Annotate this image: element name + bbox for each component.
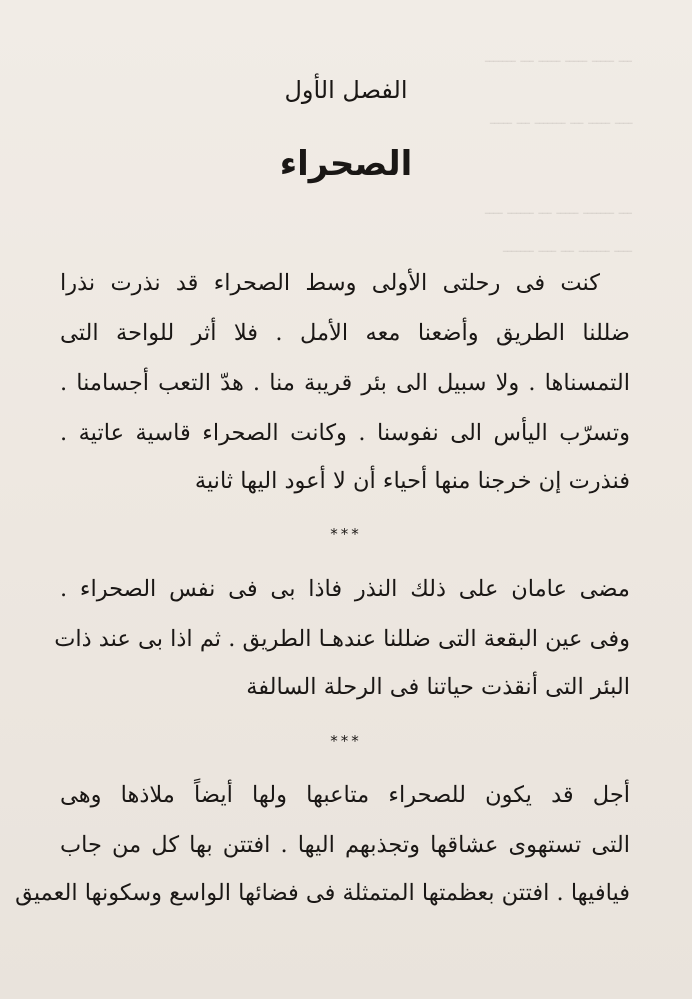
paragraph-line: مضى عامان على ذلك النذر فاذا بى فى نفس الصحراء .: [60, 576, 630, 602]
section-separator: ***: [330, 732, 362, 750]
bleed-through-text: ـــــــ ــــ ـــ ـــــــ ــــ: [503, 238, 632, 256]
chapter-title: الصحراء: [279, 144, 413, 184]
paragraph-line: البئر التى أنقذت حياتنا فى الرحلة السالفة: [246, 674, 630, 700]
paragraph-line: كنت فى رحلتى الأولى وسط الصحراء قد نذرت نذرا: [60, 270, 600, 296]
paragraph-line: التى تستهوى عشاقها وتجذبهم اليها . افتتن بها كل من جاب: [60, 832, 630, 858]
chapter-label: الفصل الأول: [284, 76, 408, 104]
paragraph-line: التمسناها . ولا سبيل الى بئر قريبة منا . هدّ التعب أجسامنا .: [60, 370, 630, 396]
paragraph-line: ضللنا الطريق وأضعنا معه الأمل . فلا أثر للواحة التى: [60, 320, 630, 346]
paragraph-line: وتسرّب اليأس الى نفوسنا . وكانت الصحراء قاسية عاتية .: [60, 420, 630, 446]
paragraph-line: فيافيها . افتتن بعظمتها المتمثلة فى فضائها الواسع وسكونها العميق: [15, 880, 630, 906]
paragraph-line: أجل قد يكون للصحراء متاعبها ولها أيضاً ملاذها وهى: [60, 782, 630, 808]
bleed-through-text: ـــــــ ـــ ـــــ ـــــ ـــــ ـــ: [485, 48, 632, 66]
paragraph-line: وفى عين البقعة التى ضللنا عندهـا الطريق . ثم اذا بى عند ذات: [54, 626, 630, 652]
bleed-through-text: ـــــ ـــ ـــــــ ـــ ـــــ ــــ: [489, 110, 632, 128]
section-separator: ***: [330, 525, 362, 543]
bleed-through-text: ــــ ــــــ ـــ ـــــ ـــــــ ـــ: [485, 200, 632, 218]
paragraph-line: فنذرت إن خرجنا منها أحياء أن لا أعود اليها ثانية: [194, 468, 630, 494]
